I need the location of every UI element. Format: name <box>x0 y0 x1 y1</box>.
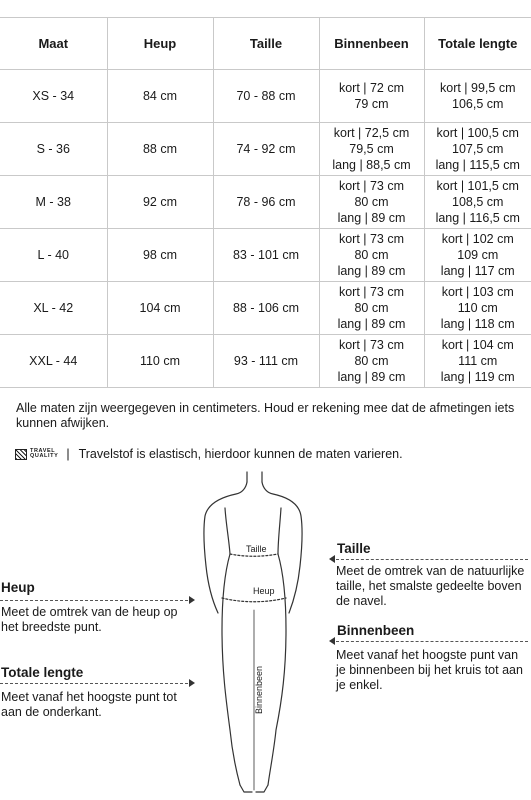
callout-text-heup: Meet de omtrek van de heup op het breedste punt. <box>1 605 178 634</box>
cell-maat: L - 40 <box>0 229 107 282</box>
cell-maat: XXL - 44 <box>0 335 107 388</box>
cell-totale-lengte <box>424 282 531 335</box>
table-row <box>0 176 531 229</box>
cell-heup: 92 cm <box>107 176 213 229</box>
header-totale-lengte: Totale lengte <box>424 18 531 70</box>
callout-line-totale-lengte <box>0 683 188 684</box>
callout-line-heup <box>0 600 188 601</box>
callout-title-taille: Taille <box>337 541 371 556</box>
cell-totale-lengte <box>424 229 531 282</box>
totale-lengte-line: kort | 99,5 cm <box>440 81 516 95</box>
cell-totale-lengte <box>424 123 531 176</box>
callout-line-binnenbeen <box>336 641 528 642</box>
cell-heup: 88 cm <box>107 123 213 176</box>
binnenbeen-line: kort | 73 cm <box>338 232 405 246</box>
travel-quality-text: Travelstof is elastisch, hierdoor kunnen de maten varieren. <box>78 447 403 461</box>
cell-maat: S - 36 <box>0 123 107 176</box>
totale-lengte-line: kort | 103 cm <box>441 285 514 299</box>
header-binnenbeen: Binnenbeen <box>319 18 424 70</box>
table-row <box>0 282 531 335</box>
binnenbeen-line: 80 cm <box>354 195 389 209</box>
cell-taille: 93 - 111 cm <box>213 335 319 388</box>
totale-lengte-line: kort | 102 cm <box>441 232 514 246</box>
binnenbeen-line: kort | 73 cm <box>338 179 405 193</box>
header-heup: Heup <box>107 18 213 70</box>
cell-binnenbeen <box>319 229 424 282</box>
cell-binnenbeen <box>319 176 424 229</box>
binnenbeen-line: 80 cm <box>354 301 389 315</box>
figure-label-binnenbeen: Binnenbeen <box>254 665 264 715</box>
binnenbeen-line: lang | 89 cm <box>337 211 406 225</box>
totale-lengte-line: lang | 115,5 cm <box>435 158 520 172</box>
table-header-row <box>0 18 531 70</box>
cell-taille: 78 - 96 cm <box>213 176 319 229</box>
measurement-note: Alle maten zijn weergegeven in centimeters. Houd er rekening mee dat de afmetingen iets kunnen afwijken. <box>16 401 515 430</box>
separator: | <box>66 447 70 461</box>
cell-maat: M - 38 <box>0 176 107 229</box>
arrow-right-icon <box>189 679 195 687</box>
binnenbeen-line: 80 cm <box>354 248 389 262</box>
cell-binnenbeen <box>319 282 424 335</box>
cell-heup: 110 cm <box>107 335 213 388</box>
binnenbeen-line: lang | 89 cm <box>337 264 406 278</box>
totale-lengte-line: lang | 118 cm <box>440 317 515 331</box>
cell-maat: XL - 42 <box>0 282 107 335</box>
callout-line-taille <box>336 559 528 560</box>
table-row <box>0 70 531 123</box>
travel-quality-icon <box>15 449 27 460</box>
totale-lengte-line: lang | 119 cm <box>440 370 515 384</box>
cell-totale-lengte <box>424 335 531 388</box>
figure-label-heup: Heup <box>253 586 275 596</box>
figure-label-taille: Taille <box>246 544 267 554</box>
cell-taille: 70 - 88 cm <box>213 70 319 123</box>
totale-lengte-line: 110 cm <box>457 301 498 315</box>
binnenbeen-line: 79 cm <box>354 97 389 111</box>
totale-lengte-line: kort | 104 cm <box>441 338 514 352</box>
callout-text-taille: Meet de omtrek van de natuurlijke taille, het smalste gedeelte boven de navel. <box>336 564 525 608</box>
arrow-left-icon <box>329 637 335 645</box>
cell-binnenbeen <box>319 123 424 176</box>
binnenbeen-line: kort | 73 cm <box>338 338 405 352</box>
callout-title-binnenbeen: Binnenbeen <box>337 623 415 638</box>
cell-heup: 84 cm <box>107 70 213 123</box>
totale-lengte-line: 111 cm <box>458 354 498 368</box>
totale-lengte-line: kort | 100,5 cm <box>436 126 519 140</box>
binnenbeen-line: lang | 89 cm <box>337 317 406 331</box>
binnenbeen-line: lang | 89 cm <box>337 370 406 384</box>
totale-lengte-line: 109 cm <box>457 248 499 262</box>
callout-title-heup: Heup <box>1 580 35 595</box>
cell-binnenbeen <box>319 335 424 388</box>
travel-quality-row <box>15 447 403 461</box>
binnenbeen-line: kort | 72,5 cm <box>333 126 410 140</box>
header-taille: Taille <box>213 18 319 70</box>
arrow-left-icon <box>329 555 335 563</box>
binnenbeen-line: 80 cm <box>354 354 389 368</box>
totale-lengte-line: lang | 116,5 cm <box>435 211 520 225</box>
totale-lengte-line: lang | 117 cm <box>440 264 515 278</box>
logo-word-quality: QUALITY <box>30 453 59 459</box>
cell-heup: 98 cm <box>107 229 213 282</box>
callout-text-binnenbeen: Meet vanaf het hoogste punt van je binnenbeen bij het kruis tot aan je enkel. <box>336 648 523 692</box>
cell-taille: 83 - 101 cm <box>213 229 319 282</box>
table-row <box>0 335 531 388</box>
size-table <box>0 17 531 388</box>
cell-heup: 104 cm <box>107 282 213 335</box>
table-row <box>0 229 531 282</box>
cell-totale-lengte <box>424 70 531 123</box>
callout-text-totale-lengte: Meet vanaf het hoogste punt tot aan de onderkant. <box>1 690 177 719</box>
cell-totale-lengte <box>424 176 531 229</box>
travel-quality-logo <box>15 449 58 460</box>
binnenbeen-line: kort | 72 cm <box>338 81 405 95</box>
cell-maat: XS - 34 <box>0 70 107 123</box>
cell-taille: 74 - 92 cm <box>213 123 319 176</box>
binnenbeen-line: 79,5 cm <box>349 142 394 156</box>
totale-lengte-line: 107,5 cm <box>452 142 504 156</box>
totale-lengte-line: kort | 101,5 cm <box>436 179 519 193</box>
callout-title-totale-lengte: Totale lengte <box>1 665 84 680</box>
totale-lengte-line: 106,5 cm <box>452 97 504 111</box>
header-maat: Maat <box>0 18 107 70</box>
cell-taille: 88 - 106 cm <box>213 282 319 335</box>
binnenbeen-line: lang | 88,5 cm <box>332 158 411 172</box>
totale-lengte-line: 108,5 cm <box>452 195 504 209</box>
binnenbeen-line: kort | 73 cm <box>338 285 405 299</box>
arrow-right-icon <box>189 596 195 604</box>
logo-word-travel: TRAVEL <box>30 447 56 454</box>
cell-binnenbeen <box>319 70 424 123</box>
table-row <box>0 123 531 176</box>
